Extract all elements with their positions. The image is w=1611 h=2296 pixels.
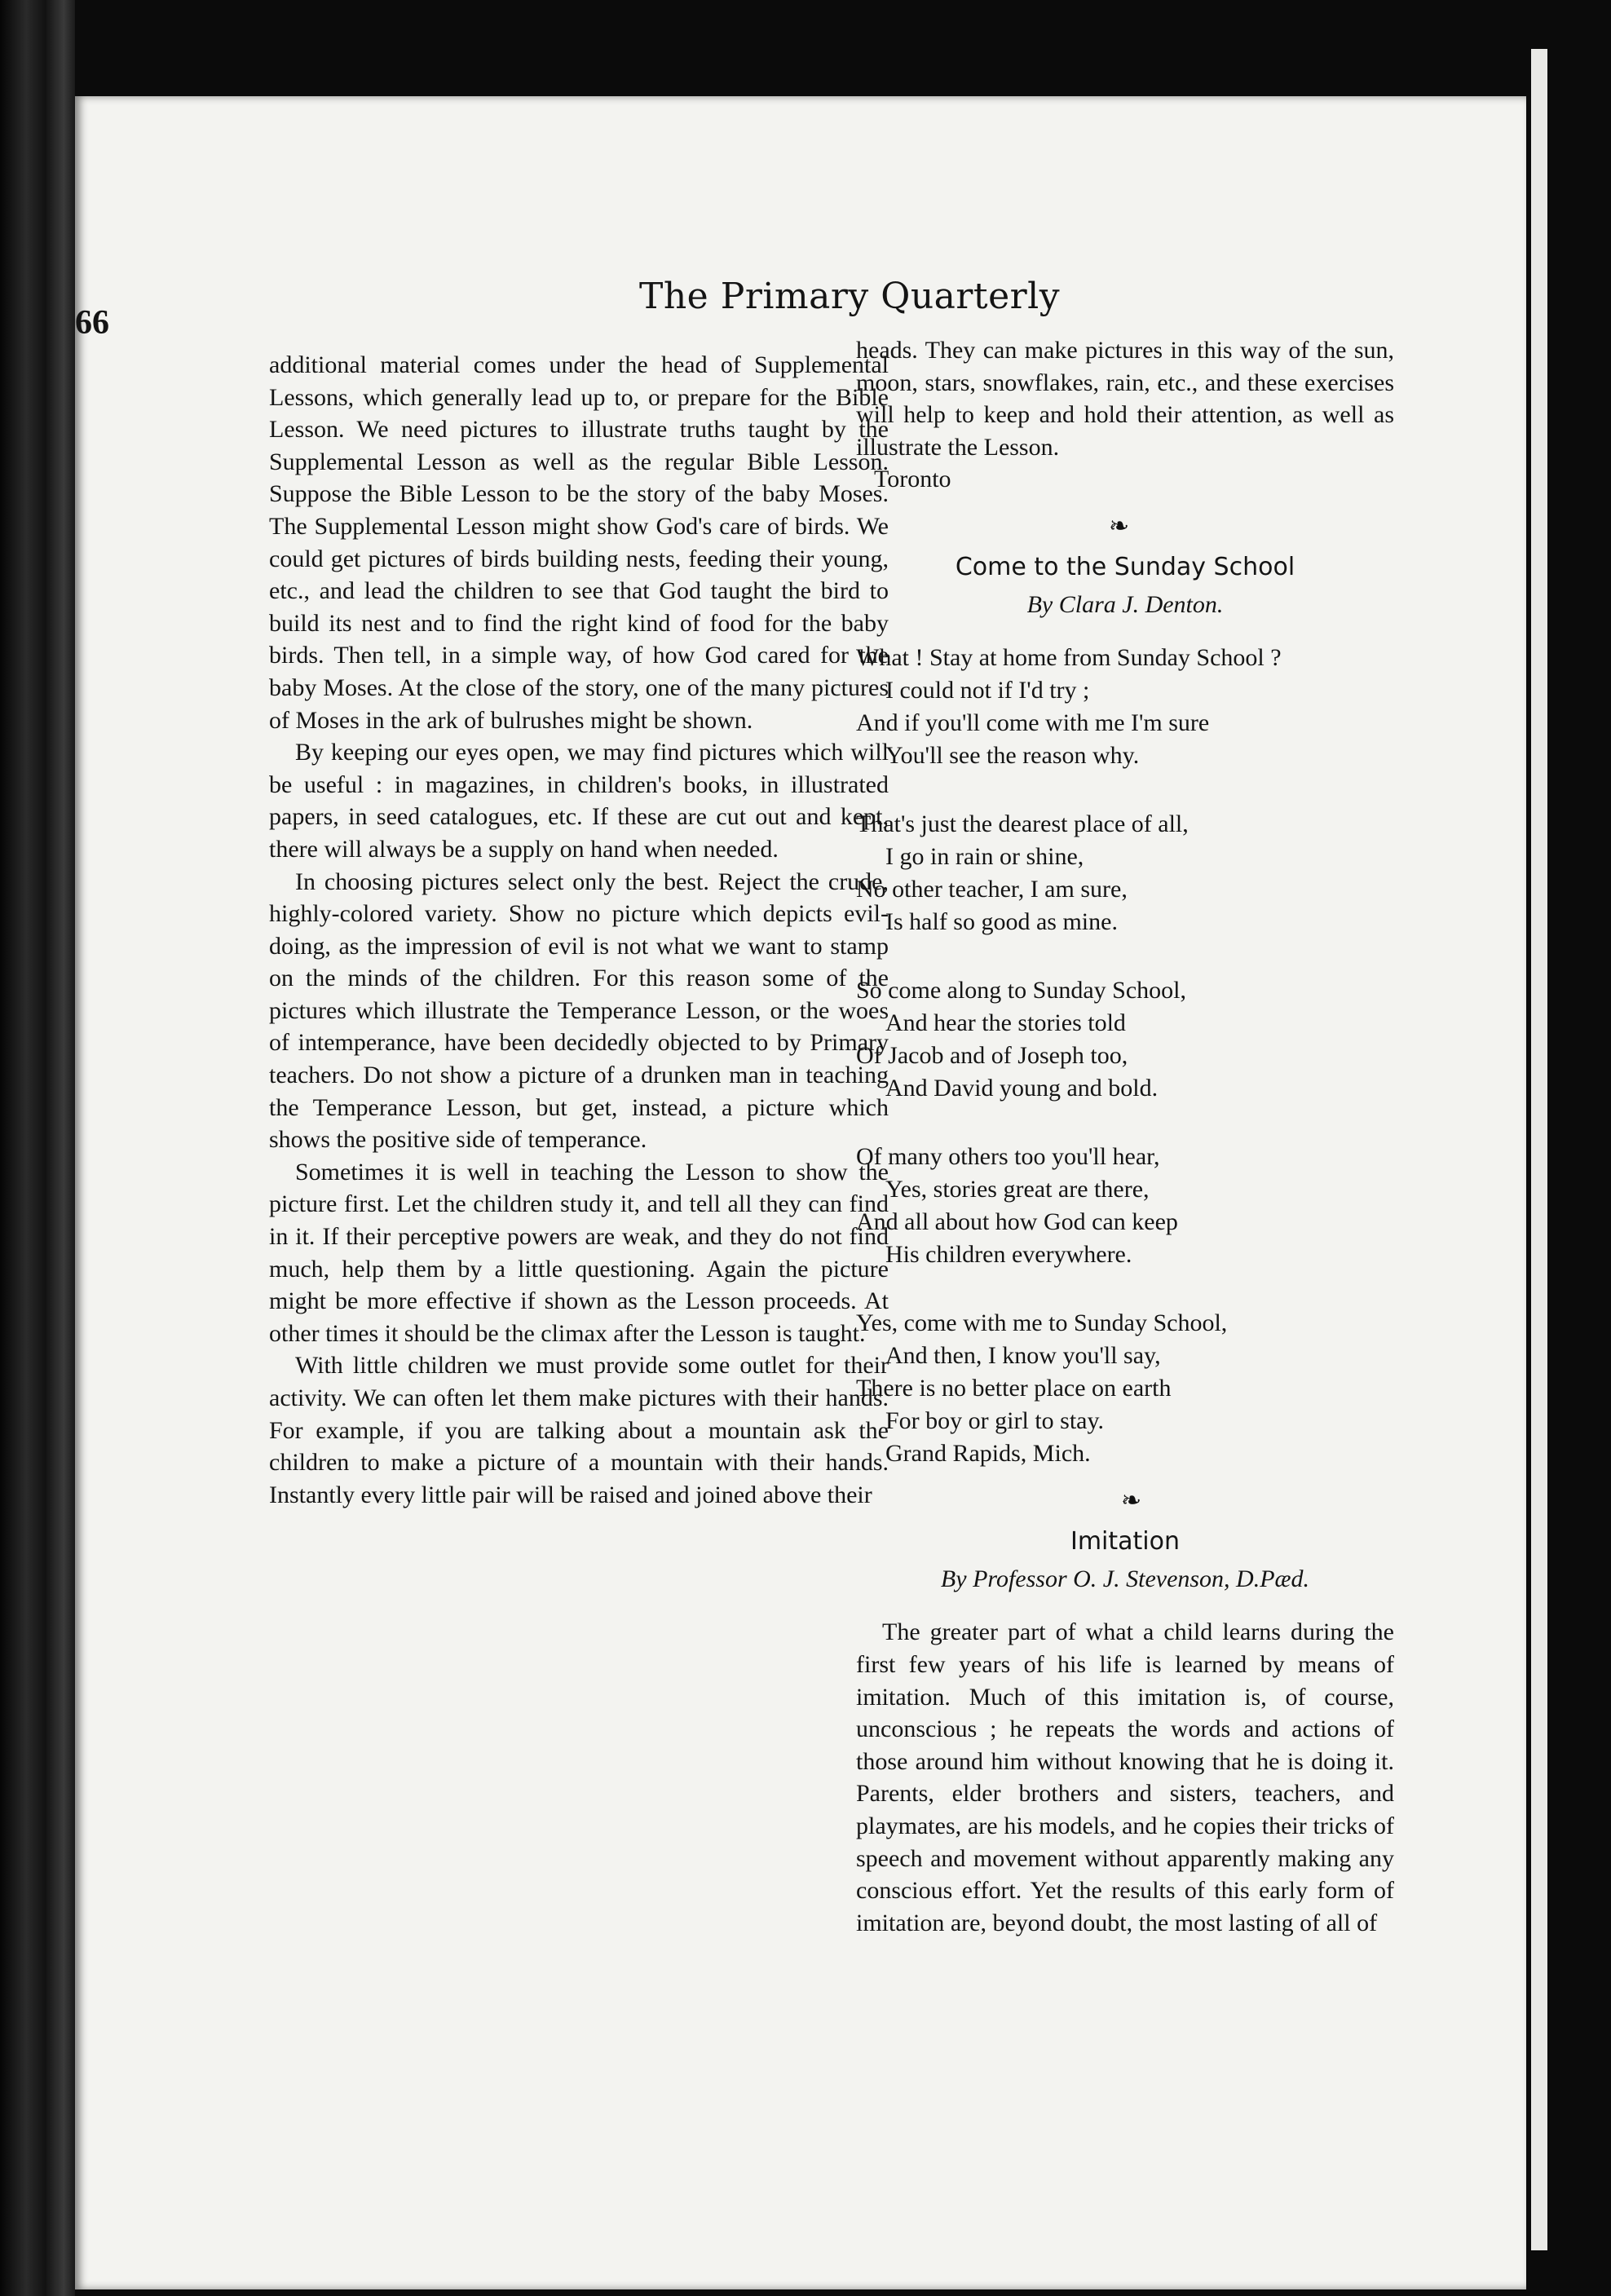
running-title: The Primary Quarterly: [639, 276, 1061, 317]
page-edge: [1531, 49, 1547, 2250]
verse-line: What ! Stay at home from Sunday School ?: [856, 644, 1282, 672]
verse-line: Of Jacob and of Joseph too,: [856, 1042, 1128, 1070]
article-byline: By Professor O. J. Stevenson, D.Pæd.: [940, 1565, 1310, 1592]
verse-line: You'll see the reason why.: [885, 742, 1140, 770]
section-separator: [856, 502, 1394, 543]
verse-line: Is half so good as mine.: [885, 908, 1118, 936]
dateline: Grand Rapids, Mich.: [885, 1440, 1091, 1468]
paragraph: additional material comes under the head of Supplemental Lessons, which generally lead up to, or prepare for the Bible Lesson. We need pictures to illustrate truths taught by the Supplemental Lesson as well as the regular Bible Lesson. Suppose the Bible Lesson to be the story of the baby Moses. The Supplemental Lesson might show God's care of birds. We could get pictures of birds building nests, feeding their young, etc., and lead the children to see that God taught the bird to build its nest and to find the right kind of food for the baby birds. Then tell, in a simple way, of how God cared for the baby Moses. At the close of the story, one of the many pictures of Moses in the ark of bulrushes might be shown.: [269, 351, 889, 734]
verse-line: I could not if I'd try ;: [885, 677, 1090, 704]
verse-line: And if you'll come with me I'm sure: [856, 709, 1210, 737]
stanza: [856, 974, 1394, 1105]
verse-line: Yes, come with me to Sunday School,: [856, 1309, 1228, 1337]
poem-title: Come to the Sunday School: [955, 552, 1295, 581]
right-column: [856, 334, 1394, 1939]
stanza: [856, 642, 1394, 772]
paragraph: heads. They can make pictures in this way of the sun, moon, stars, snowflakes, rain, etc., and these exercises will help to keep and hold their attention, as well as illustrate the Lesson.: [856, 337, 1394, 461]
ornament-icon: ❧: [1121, 1487, 1142, 1515]
verse-line: Of many others too you'll hear,: [856, 1143, 1160, 1171]
paragraph: By keeping our eyes open, we may find pictures which will be useful : in magazines, in children's books, in illustrated papers, in seed catalogues, etc. If these are cut out and kept, there will always be a supply on hand when needed.: [269, 739, 889, 863]
stanza: [856, 1307, 1394, 1470]
verse-line: So come along to Sunday School,: [856, 977, 1186, 1004]
ornament-icon: ❧: [1109, 512, 1130, 540]
verse-line: There is no better place on earth: [856, 1375, 1172, 1402]
verse-line: For boy or girl to stay.: [885, 1407, 1105, 1435]
paragraph: With little children we must provide some outlet for their activity. We can often let them make pictures with their hands. For example, if you are talking about a mountain ask the children to make a picture of a mountain with their hands. Instantly every little pair will be raised and joined above their: [269, 1352, 889, 1508]
page-number: 66: [75, 304, 109, 342]
verse-line: I go in rain or shine,: [885, 843, 1084, 871]
verse-line: No other teacher, I am sure,: [856, 876, 1128, 903]
verse-line: And all about how God can keep: [856, 1208, 1178, 1236]
paragraph: In choosing pictures select only the best. Reject the crude, highly-colored variety. Show no picture which depicts evil-doing, as the impression of evil is not what we want to stamp on the minds of the children. For this reason some of the pictures which illustrate the Temperance Lesson, or the woes of intemperance, have been decidedly objected to by Primary teachers. Do not show a picture of a drunken man in teaching the Temperance Lesson, but get, instead, a picture which shows the positive side of temperance.: [269, 868, 889, 1154]
verse-line: And hear the stories told: [885, 1009, 1126, 1037]
book-spine: [0, 0, 75, 2296]
stanza: [856, 808, 1394, 938]
paragraph: The greater part of what a child learns during the first few years of his life is learned by means of imitation. Much of this imitation is, of course, unconscious ; he repeats the words and actions of those around him without knowing that he is doing it. Parents, elder brothers and sisters, teachers, and playmates, are his models, and he copies their tricks of speech and movement without apparently making any conscious effort. Yet the results of this early form of imitation are, beyond doubt, the most lasting of all of: [856, 1618, 1394, 1936]
dateline: Toronto: [874, 466, 951, 493]
paragraph: Sometimes it is well in teaching the Lesson to show the picture first. Let the children study it, and tell all they can find in it. If their perceptive powers are weak, and they do not find much, help them by a little questioning. Again the picture might be more effective if shown as the Lesson proceeds. At other times it should be the climax after the Lesson is taught.: [269, 1158, 889, 1347]
verse-line: That's just the dearest place of all,: [856, 810, 1189, 838]
poem-byline: By Clara J. Denton.: [1026, 590, 1224, 618]
section-separator: [856, 1477, 1394, 1517]
stanza: [856, 1141, 1394, 1271]
verse-line: His children everywhere.: [885, 1241, 1132, 1269]
article-title: Imitation: [1070, 1527, 1181, 1556]
verse-line: Yes, stories great are there,: [885, 1176, 1150, 1203]
verse-line: And David young and bold.: [885, 1075, 1159, 1102]
verse-line: And then, I know you'll say,: [885, 1342, 1161, 1370]
left-column: [269, 349, 889, 1511]
